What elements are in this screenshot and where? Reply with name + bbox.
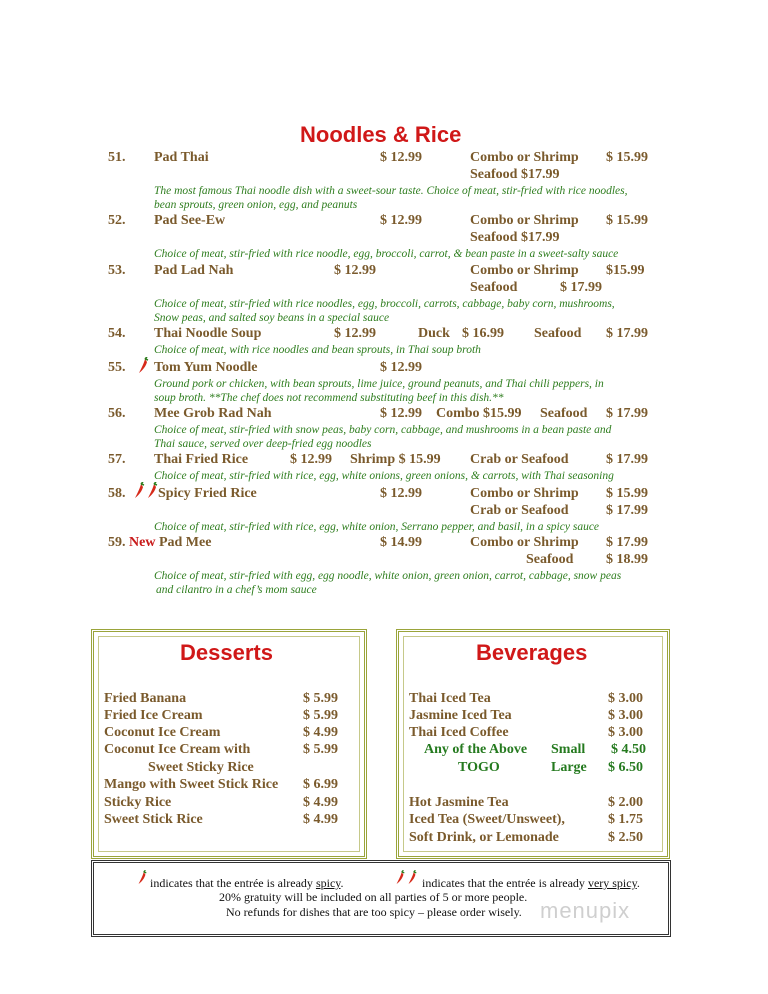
item-name: Tom Yum Noodle — [154, 360, 258, 375]
item-option: Combo or Shrimp — [470, 535, 579, 550]
item-price: $ 12.99 — [380, 150, 422, 165]
item-number: 59. New Pad Mee — [108, 535, 212, 550]
item-name: Spicy Fried Rice — [158, 486, 257, 501]
item-option-price: $ 17.99 — [606, 452, 648, 467]
dessert-price: $ 5.99 — [303, 708, 338, 723]
size-small-price: $ 4.50 — [611, 742, 646, 757]
any-above-label: Any of the Above — [424, 742, 528, 757]
item-description: Ground pork or chicken, with bean sprouts, lime juice, ground peanuts, and Thai chili peppers, in — [154, 378, 604, 390]
item-option: Combo $15.99 — [436, 406, 522, 421]
item-name: Mee Grob Rad Nah — [154, 406, 272, 421]
togo-label: TOGO — [458, 760, 500, 775]
gratuity-note: 20% gratuity will be included on all parties of 5 or more people. — [219, 890, 528, 904]
item-number: 54. — [108, 326, 126, 341]
dessert-name: Sweet Stick Rice — [104, 812, 203, 827]
dessert-price: $ 5.99 — [303, 742, 338, 757]
item-price: $ 12.99 — [290, 452, 332, 467]
beverages-title: Beverages — [476, 640, 588, 665]
dessert-name: Sticky Rice — [104, 795, 172, 810]
item-option: Crab or Seafood — [470, 452, 569, 467]
item-description: Thai sauce, served over deep-fried egg noodles — [154, 438, 372, 450]
item-description: Choice of meat, stir-fried with egg, egg noodle, white onion, green onion, carrot, cabbage, snow peas — [154, 570, 622, 582]
item-description: Choice of meat, stir-fried with rice noodles, egg, broccoli, carrots, cabbage, baby corn, mushrooms, — [154, 298, 615, 310]
item-description: Choice of meat, with rice noodles and bean sprouts, in Thai soup broth — [154, 344, 481, 356]
item-name: Pad See-Ew — [154, 213, 226, 228]
item-option: Seafood — [534, 326, 582, 341]
size-large-label: Large — [551, 760, 587, 775]
item-option-price: $ 17.99 — [606, 535, 648, 550]
desserts-title: Desserts — [180, 640, 273, 665]
dessert-name: Sweet Sticky Rice — [148, 760, 254, 775]
item-price: $ 12.99 — [334, 326, 376, 341]
beverage-name: Thai Iced Tea — [409, 691, 491, 706]
item-option-price: $ 16.99 — [462, 326, 504, 341]
item-number: 55. — [108, 360, 126, 375]
dessert-name: Mango with Sweet Stick Rice — [104, 777, 279, 792]
chili-pepper-icon — [406, 870, 418, 886]
item-option: Seafood $17.99 — [470, 167, 560, 182]
item-name: Thai Noodle Soup — [154, 326, 262, 341]
item-option: Seafood — [540, 406, 588, 421]
spicy-note: indicates that the entrée is already spicy. — [150, 876, 344, 890]
item-description: Choice of meat, stir-fried with rice, egg, white onions, green onions, & carrots, with Thai seasoning — [154, 470, 614, 482]
item-option: Combo or Shrimp — [470, 263, 579, 278]
item-option: Combo or Shrimp — [470, 486, 579, 501]
item-option-price: $ 17.99 — [606, 326, 648, 341]
item-description: soup broth. **The chef does not recommend substituting beef in this dish.** — [154, 392, 504, 404]
item-price: $ 12.99 — [334, 263, 376, 278]
item-name: Thai Fried Rice — [154, 452, 249, 467]
item-number: 52. — [108, 213, 126, 228]
item-price: $ 12.99 — [380, 213, 422, 228]
dessert-name: Coconut Ice Cream — [104, 725, 221, 740]
chili-pepper-icon — [136, 870, 148, 886]
dessert-name: Fried Banana — [104, 691, 187, 706]
item-price: $ 12.99 — [380, 486, 422, 501]
beverage-name: Jasmine Iced Tea — [409, 708, 512, 723]
new-badge: New — [129, 535, 156, 550]
item-description: bean sprouts, green onion, egg, and peanuts — [154, 199, 358, 211]
beverage-name: Thai Iced Coffee — [409, 725, 509, 740]
item-price: $ 14.99 — [380, 535, 422, 550]
chili-pepper-icon — [136, 357, 150, 375]
dessert-price: $ 4.99 — [303, 795, 338, 810]
beverage-name: Soft Drink, or Lemonade — [409, 830, 559, 845]
beverage-price: $ 3.00 — [608, 708, 643, 723]
dessert-price: $ 6.99 — [303, 777, 338, 792]
item-option: Combo or Shrimp — [470, 150, 579, 165]
item-name: Pad Thai — [154, 150, 209, 165]
chili-pepper-icon — [145, 482, 159, 500]
item-description: Snow peas, and salted soy beans in a special sauce — [154, 312, 390, 324]
beverage-price: $ 3.00 — [608, 725, 643, 740]
item-option: Combo or Shrimp — [470, 213, 579, 228]
item-option: Seafood $17.99 — [470, 230, 560, 245]
item-option-price: $ 17.99 — [606, 406, 648, 421]
dessert-price: $ 4.99 — [303, 812, 338, 827]
item-option-price: $ 15.99 — [606, 150, 648, 165]
item-option: Seafood — [470, 280, 518, 295]
item-number: 58. — [108, 486, 126, 501]
beverage-price: $ 1.75 — [608, 812, 643, 827]
item-option-price: $15.99 — [606, 263, 645, 278]
item-option-price: $ 15.99 — [606, 486, 648, 501]
refund-note: No refunds for dishes that are too spicy – please order wisely. — [226, 905, 522, 919]
item-option: Duck — [418, 326, 450, 341]
beverage-name: Iced Tea (Sweet/Unsweet), — [409, 812, 565, 827]
dessert-name: Fried Ice Cream — [104, 708, 203, 723]
item-description: The most famous Thai noodle dish with a sweet-sour taste. Choice of meat, stir-fried with rice noodles, — [154, 185, 628, 197]
item-number: 51. — [108, 150, 126, 165]
item-option: Crab or Seafood — [470, 503, 569, 518]
item-description: Choice of meat, stir-fried with snow peas, baby corn, cabbage, and mushrooms in a bean paste and — [154, 424, 612, 436]
item-number: 53. — [108, 263, 126, 278]
item-price: $ 12.99 — [380, 406, 422, 421]
item-description: Choice of meat, stir-fried with rice noodle, egg, broccoli, carrot, & bean paste in a sweet-salty sauce — [154, 248, 619, 260]
beverage-name: Hot Jasmine Tea — [409, 795, 509, 810]
beverage-price: $ 2.50 — [608, 830, 643, 845]
size-large-price: $ 6.50 — [608, 760, 643, 775]
item-option-price: $ 18.99 — [606, 552, 648, 567]
item-option: Seafood — [526, 552, 574, 567]
item-description: and cilantro in a chef’s mom sauce — [156, 584, 317, 596]
size-small-label: Small — [551, 742, 586, 757]
chili-pepper-icon — [132, 482, 146, 500]
very-spicy-note: indicates that the entrée is already very spicy. — [422, 876, 640, 890]
dessert-name: Coconut Ice Cream with — [104, 742, 251, 757]
beverage-price: $ 2.00 — [608, 795, 643, 810]
watermark: menupix — [540, 898, 631, 923]
item-name: Pad Lad Nah — [154, 263, 234, 278]
item-option-price: $ 17.99 — [560, 280, 602, 295]
chili-pepper-icon — [394, 870, 406, 886]
item-option: Shrimp $ 15.99 — [350, 452, 441, 467]
item-price: $ 12.99 — [380, 360, 422, 375]
item-number: 57. — [108, 452, 126, 467]
dessert-price: $ 4.99 — [303, 725, 338, 740]
dessert-price: $ 5.99 — [303, 691, 338, 706]
beverage-price: $ 3.00 — [608, 691, 643, 706]
item-number: 56. — [108, 406, 126, 421]
item-option-price: $ 15.99 — [606, 213, 648, 228]
item-option-price: $ 17.99 — [606, 503, 648, 518]
noodles-title: Noodles & Rice — [300, 122, 462, 147]
item-description: Choice of meat, stir-fried with rice, egg, white onion, Serrano pepper, and basil, in a spicy sauce — [154, 521, 600, 533]
